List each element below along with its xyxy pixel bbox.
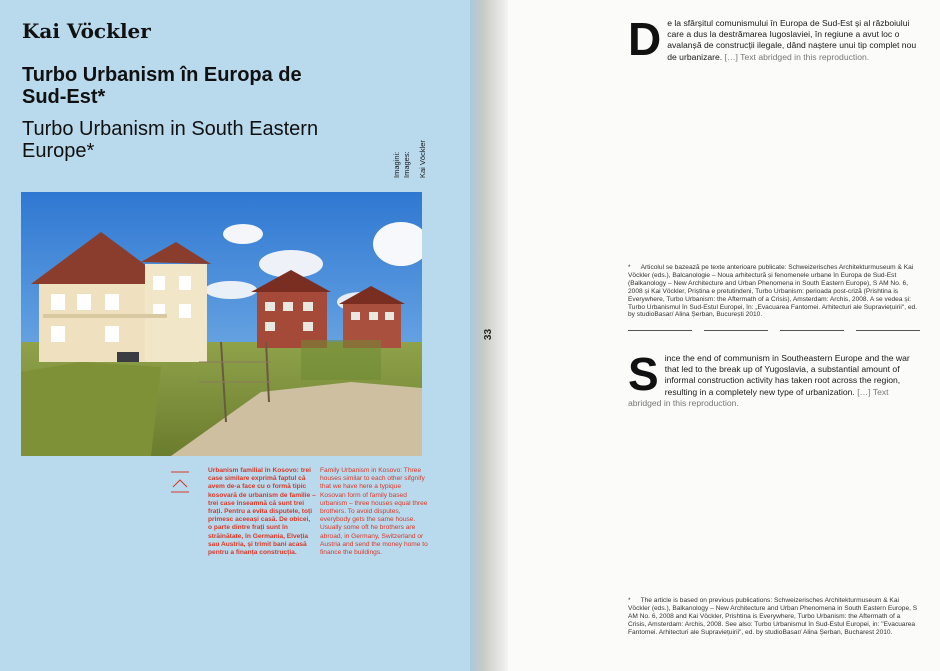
title-romanian: Turbo Urbanism în Europa de Sud-Est* <box>22 64 302 108</box>
article-body-english <box>628 348 920 409</box>
credit-label-en: Images: <box>402 151 411 178</box>
footnote-romanian <box>628 264 920 319</box>
article-opening-romanian: e la sfârșitul comunismului în Europa de Sud-Est și al războiului care a dus la destrămarea Iugoslaviei, în regiune a avut loc o avalanșă de construcții ilegale, dând naștere unui tip complet nou de urbanizare. <box>667 18 917 62</box>
caption-marker-icon <box>170 470 190 494</box>
section-divider <box>628 330 920 332</box>
credit-name: Kai Vöckler <box>418 140 427 178</box>
credit-label-ro: Imagini: <box>392 151 401 178</box>
article-opening-english: ince the end of communism in Southeastern Europe and the war that led to the break up of Yugoslavia, a substantial amount of informal construction activity has taken root across the region, resulting in a completely new type of urbanization. <box>664 353 910 397</box>
footnote-mark-romanian: * <box>628 264 631 271</box>
title-english: Turbo Urbanism in South Eastern Europe* <box>22 118 319 162</box>
photo-caption-romanian: Urbanism familial în Kosovo: trei case similare exprimă faptul că avem de-a face cu o formă tipic kosovară de urbanism de familie – trei case înseamnă că sunt trei frați. Pentru a evita disputele, toți primesc aceeași casă. De obicei, o parte dintre frați sunt în străinătate, în Germania, Elveția sau Austria, și trimit bani acasă pentru a finanța construcția. <box>208 467 316 557</box>
photo-caption-english: Family Urbanism in Kosovo: Three houses similar to each other sifgnify that we have here a typique Kosovan form of family based urbanism – three houses equal three brothers. To avoid disputes, everybody gets the same house. Usually some oft he brothers are abroad, in Germany, Switzerland or Austria and send the money home to finance the buildings. <box>320 467 428 557</box>
dropcap-english: S <box>628 348 659 400</box>
kosovo-houses-illustration <box>21 192 422 456</box>
footnote-mark-english: * <box>628 597 631 604</box>
footnote-english <box>628 597 920 637</box>
footnote-text-romanian: Articolul se bazează pe texte anterioare publicate: Schweizerisches Architekturmuseum & Kai Vöckler (eds.), Balcanologie – Noua arhitectură și fenomenele urbane în Europa de Sud-Est (Balkanology – New Architecture and Urban Phenomena in South Eastern Europe), S AM No. 6, 2008 și Kai Vöckler, Priștina e pretutindeni, Turbo Urbanism: perioada post-criză (Prishtina is Everywhere, Turbo Urbanism: the Aftermath of a Crisis), Amsterdam: Archis, 2008. A se vedea și: Turbo Urbanismul în Sud-Estul Europei, în: „Evacuarea Fantomei. Arhitecturi ale Supraviețuirii", ed. by studioBasar/ Alina Șerban, București 2010. <box>628 264 918 319</box>
right-page <box>508 0 940 671</box>
kosovo-houses-photo <box>21 192 422 456</box>
footnote-text-english: The article is based on previous publications: Schweizerisches Architekturmuseum & Kai Vöckler (eds.), Balkanology – New Architecture and Urban Phenomena in South Eastern Europe, S AM No. 6, 2008 and Kai Vöckler, Prishtina is Everywhere, Turbo Urbanism: the Aftermath of a Crisis, Amsterdam: Archis, 2008. See also: Turbo Urbanismul în Sud-Estul Europei, in: "Evacuarea Fantomei. Arhitecturi ale Supraviețuirii", ed. by studioBasar/ Alina Șerban, Bucharest 2010. <box>628 597 918 636</box>
author-name: Kai Vöckler <box>22 19 151 43</box>
abridged-note-romanian: […] Text abridged in this reproduction. <box>722 51 870 62</box>
dropcap-romanian: D <box>628 13 662 65</box>
page-number: 33 <box>483 328 495 341</box>
abridged-note-english: […] Text abridged in this reproduction. <box>628 386 889 408</box>
image-credit <box>392 130 442 178</box>
article-body-romanian <box>628 13 920 65</box>
